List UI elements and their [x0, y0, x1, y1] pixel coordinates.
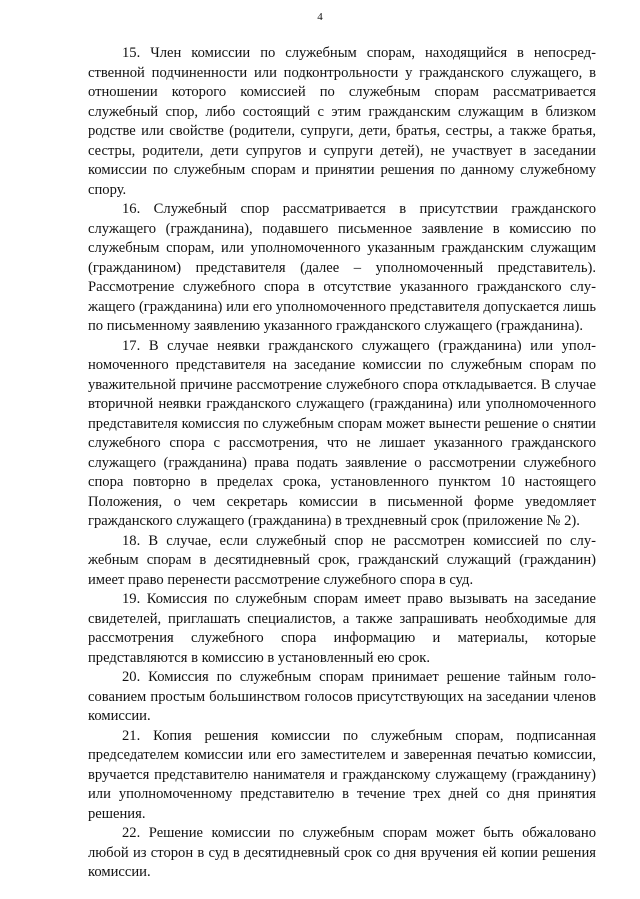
paragraph-17: 17. В случае неявки гражданского служащего (гражданина) или уполномоченного представителя на заседание комиссии по служебным спорам по уважительной причине рассмотрение служебного спора откладывается. В случае вторичной неявки гражданского служащего (гражданина) или уполномоченного представителя комиссия по служебным спорам может вынести решение о снятии служебного спора с рассмотрения, что не лишает указанного гражданского служащего (гражданина) права подать заявление о рассмотрении служебного спора повторно в пределах срока, установленного пунктом 10 настоящего Положения, о чем секретарь комиссии в письменной форме уведомляет гражданского служащего (гражданина) в трехдневный срок (приложение № 2).: [88, 337, 596, 529]
paragraph-15: 15. Член комиссии по служебным спорам, находящийся в непосредственной подчиненности или подконтрольности у гражданского служащего, в отношении которого комиссией по служебным спорам рассматривается служебный спор, либо состоящий с этим гражданским служащим в близком родстве или свойстве (родители, супруги, дети, братья, сестры, а также братья, сестры, родители, дети супругов и супруги детей), не участвует в заседании комиссии по служебным спорам и принятии решения по данному служебному спору.: [88, 45, 596, 198]
paragraph-20: 20. Комиссия по служебным спорам принимает решение тайным голосованием простым большинством голосов присутствующих на заседании членов комиссии.: [88, 669, 596, 724]
page-number: 4: [317, 11, 323, 23]
paragraph-19: 19. Комиссия по служебным спорам имеет право вызывать на заседание свидетелей, приглашать специалистов, а также запрашивать необходимые для рассмотрения служебного спора информацию и материалы, которые представляются в комиссию в установленный ею срок.: [88, 591, 596, 666]
paragraph-21: 21. Копия решения комиссии по служебным спорам, подписанная председателем комиссии или его заместителем и заверенная печатью комиссии, вручается представителю нанимателя и гражданскому служащему (гражданину) или уполномоченному представителю в течение трех дней со дня принятия решения.: [88, 727, 596, 822]
paragraph-22: 22. Решение комиссии по служебным спорам может быть обжаловано любой из сторон в суд в десятидневный срок со дня вручения ей копии решения комиссии.: [88, 825, 596, 880]
paragraph-16: 16. Служебный спор рассматривается в присутствии гражданского служащего (гражданина), подавшего письменное заявление в комиссию по служебным спорам, или уполномоченного указанным гражданским служащим (гражданином) представителя (далее – уполномоченный представитель). Рассмотрение служебного спора в отсутствие указанного гражданского служащего (гражданина) или его уполномоченного представителя допускается лишь по письменному заявлению указанного гражданского служащего (гражданина).: [88, 201, 596, 334]
document-body: [88, 44, 596, 883]
paragraph-18: 18. В случае, если служебный спор не рассмотрен комиссией по служебным спорам в десятидневный срок, гражданский служащий (гражданин) имеет право перенести рассмотрение служебного спора в суд.: [88, 532, 596, 588]
